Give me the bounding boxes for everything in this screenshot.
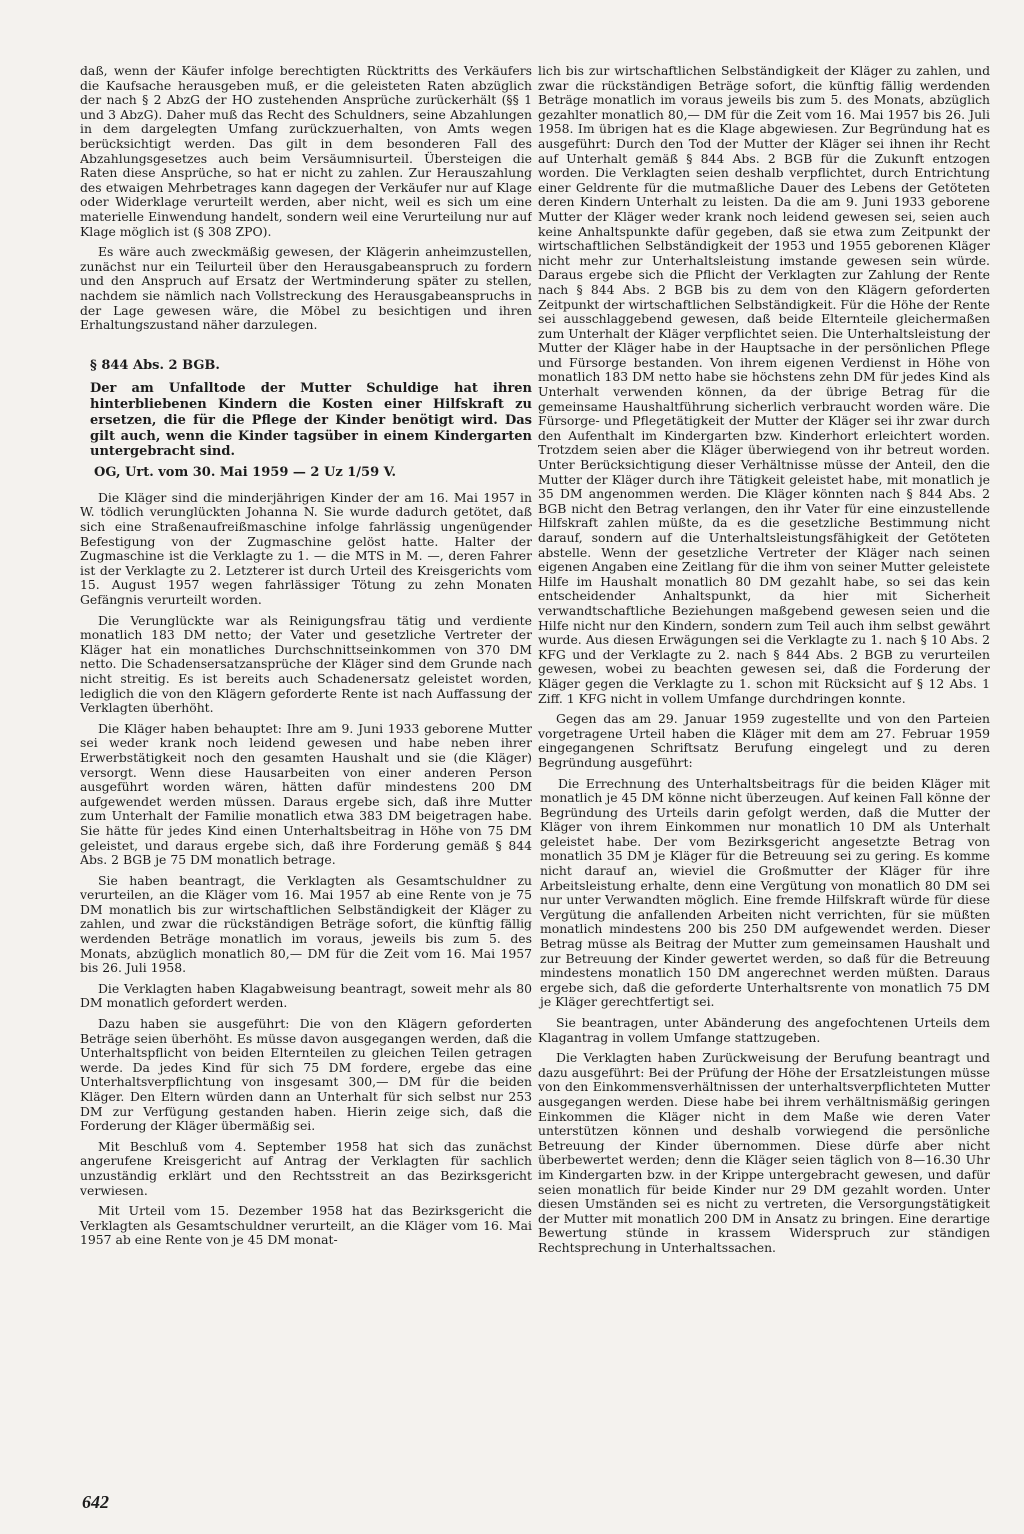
intro-paragraph: Es wäre auch zweckmäßig gewesen, der Klägerin anheimzustellen, zunächst nur ein Teilurteil über den Herausgabeanspruch zu fordern und den Anspruch auf Ersatz der Wertminderung später zu stellen, nachdem sie nämlich nach Vollstreckung des Herausgabeanspruchs in der Lage gewesen wäre, die Möbel zu besichtigen und ihren Erhaltungszustand näher darzulegen. xyxy=(80,244,532,333)
right-column xyxy=(538,64,990,1504)
citation: OG, Urt. vom 30. Mai 1959 — 2 Uz 1/59 V. xyxy=(94,465,396,481)
left-column xyxy=(80,64,532,1464)
body-paragraph: Die Verklagten haben Zurückweisung der Berufung beantragt und dazu ausgeführt: Bei der Prüfung der Höhe der Ersatzleistungen müsse von den Einkommensverhältnissen der unterhaltsverpflichteten Mutter ausgegangen werden. Diese habe bei ihrem verhältnismäßig geringen Einkommen die Kläger nicht in dem Maße wie deren Vater unterstützen können und deshalb vorwiegend die persönliche Betreuung der Kinder übernommen. Diese dürfe aber nicht überbewertet werden; denn die Kläger seien täglich von 8—16.30 Uhr im Kindergarten bzw. in der Krippe untergebracht gewesen, und dafür seien monatlich für beide Kinder nur 29 DM gezahlt worden. Unter diesen Umständen sei es nicht zu vertreten, die Versorgungstätigkeit der Mutter mit monatlich 200 DM in Ansatz zu bringen. Eine derartige Bewertung stünde in krassem Widerspruch zur ständigen Rechtsprechung in Unterhaltssachen. xyxy=(538,1050,990,1255)
body-paragraph: Gegen das am 29. Januar 1959 zugestellte und von den Parteien vorgetragene Urteil haben die Kläger mit dem am 27. Februar 1959 eingegangenen Schriftsatz Berufung eingelegt und zu deren Begründung ausgeführt: xyxy=(538,711,990,770)
section-heading: § 844 Abs. 2 BGB. xyxy=(90,357,220,373)
body-paragraph: Die Kläger sind die minderjährigen Kinder der am 16. Mai 1957 in W. tödlich verunglückten Johanna N. Sie wurde dadurch getötet, daß sich eine Straßenaufreißmaschine infolge fahrlässig ungenügender Befestigung von der Zugmaschine gelöst hatte. Halter der Zugmaschine ist die Verklagte zu 1. — die MTS in M. —, deren Fahrer ist der Verklagte zu 2. Letzterer ist durch Urteil des Kreisgerichts vom 15. August 1957 wegen fahrlässiger Tötung zu zehn Monaten Gefängnis verurteilt worden. xyxy=(80,489,532,608)
body-paragraph: Die Kläger haben behauptet: Ihre am 9. Juni 1933 geborene Mutter sei weder krank noch leidend gewesen und habe neben ihrer Erwerbstätigkeit noch den gesamten Haushalt und sie (die Kläger) versorgt. Wenn diese Hausarbeiten von einer anderen Person ausgeführt worden wären, hätten dafür mindestens 200 DM aufgewendet werden müssen. Daraus ergebe sich, daß ihre Mutter zum Unterhalt der Familie monatlich etwa 383 DM beigetragen habe. Sie hätte für jedes Kind einen Unterhaltsbeitrag in Höhe von 75 DM geleistet, und daraus ergebe sich, daß ihre Forderung gemäß § 844 Abs. 2 BGB je 75 DM monatlich betrage. xyxy=(80,720,532,868)
body-paragraph: Sie beantragen, unter Abänderung des angefochtenen Urteils dem Klagantrag in vollem Umfange stattzugeben. xyxy=(538,1015,990,1045)
body-paragraph: Sie haben beantragt, die Verklagten als Gesamtschuldner zu verurteilen, an die Kläger vom 16. Mai 1957 ab eine Rente von je 75 DM monatlich bis zur wirtschaftlichen Selbständigkeit der Kläger zu zahlen, und zwar die rückständigen Beträge sofort, die künftig fällig werdenden Beträge monatlich im voraus, jeweils bis zum 5. des Monats, abzüglich monatlich 80,— DM für die Zeit vom 16. Mai 1957 bis 26. Juli 1958. xyxy=(80,872,532,976)
body-paragraph: lich bis zur wirtschaftlichen Selbständigkeit der Kläger zu zahlen, und zwar die rückständigen Beträge sofort, die künftig fällig werdenden Beträge monatlich im voraus jeweils bis zum 5. des Monats, abzüglich gezahlter monatlich 80,— DM für die Zeit vom 16. Mai 1957 bis 26. Juli 1958. Im übrigen hat es die Klage abgewiesen. Zur Begründung hat es ausgeführt: Durch den Tod der Mutter der Kläger sei ihnen ihr Recht auf Unterhalt gemäß § 844 Abs. 2 BGB für die Zukunft entzogen worden. Die Verklagten seien deshalb verpflichtet, durch Entrichtung einer Geldrente für die mutmaßliche Dauer des Lebens der Getöteten deren Kindern Unterhalt zu leisten. Da die am 9. Juni 1933 geborene Mutter der Kläger weder krank noch leidend gewesen sei, seien auch keine Anhaltspunkte dafür gegeben, daß sie etwa zum Zeitpunkt der wirtschaftlichen Selbständigkeit der 1953 und 1955 geborenen Kläger nicht mehr zur Unterhaltsleistung imstande gewesen sein würde. Daraus ergebe sich die Pflicht der Verklagten zur Zahlung der Rente nach § 844 Abs. 2 BGB bis zu dem von den Klägern geforderten Zeitpunkt der wirtschaftlichen Selbständigkeit. Für die Höhe der Rente sei ausschlaggebend gewesen, daß beide Elternteile gleichermaßen zum Unterhalt der Kläger verpflichtet seien. Die Unterhaltsleistung der Mutter der Kläger habe in der Hauptsache in der persönlichen Pflege und Fürsorge bestanden. Von ihrem eigenen Verdienst in Höhe von monatlich 183 DM netto habe sie höchstens zehn DM für jedes Kind als Unterhalt verwenden können, da der übrige Betrag für die gemeinsame Haushaltführung sicherlich verbraucht worden wäre. Die Fürsorge- und Pflegetätigkeit der Mutter der Kläger sei ihr zwar durch den Aufenthalt im Kindergarten bzw. Kinderhort erleichtert worden. Trotzdem seien aber die Kläger überwiegend von ihr betreut worden. Unter Berücksichtigung dieser Verhältnisse müsse der Anteil, den die Mutter der Kläger durch ihre Tätigkeit geleistet habe, mit monatlich je 35 DM angenommen werden. Die Kläger könnten nach § 844 Abs. 2 BGB nicht den Betrag verlangen, den ihr Vater für eine einzustellende Hilfskraft zahlen müßte, da es die gesetzliche Bestimmung nicht darauf, sondern auf die Unterhaltsleistungsfähigkeit der Getöteten abstelle. Wenn der gesetzliche Vertreter der Kläger nach seinen eigenen Angaben eine Zeitlang für die ihm von seiner Mutter geleistete Hilfe im Haushalt monatlich 80 DM gezahlt habe, so sei das kein entscheidender Anhaltspunkt, da hier mit Sicherheit verwandtschaftliche Beziehungen maßgebend gewesen seien und die Hilfe nicht nur den Kindern, sondern zum Teil auch ihm selbst gewährt wurde. Aus diesen Erwägungen sei die Verklagte zu 1. nach § 10 Abs. 2 KFG und der Verklagte zu 2. nach § 844 Abs. 2 BGB zu verurteilen gewesen, wobei zu beachten gewesen sei, daß die Forderung der Kläger gegen die Verklagte zu 1. schon mit Rücksicht auf § 12 Abs. 1 Ziff. 1 KFG nicht in vollem Umfange durchdringen konnte. xyxy=(538,64,990,706)
body-paragraph: Die Verunglückte war als Reinigungsfrau tätig und verdiente monatlich 183 DM netto; der Vater und gesetzliche Vertreter der Kläger hat ein monatliches Durchschnittseinkommen von 370 DM netto. Die Schadensersatzansprüche der Kläger sind dem Grunde nach nicht streitig. Es ist bereits auch Schadenersatz geleistet worden, lediglich die von den Klägern geforderte Rente ist nach Auffassung der Verklagten überhöht. xyxy=(80,612,532,716)
body-paragraph: Dazu haben sie ausgeführt: Die von den Klägern geforderten Beträge seien überhöht. Es müsse davon ausgegangen werden, daß die Unterhaltspflicht von beiden Elternteilen zu gleichen Teilen getragen werde. Da jedes Kind für sich 75 DM fordere, ergebe das eine Unterhaltsverpflichtung von insgesamt 300,— DM für die beiden Kläger. Den Eltern würden dann an Unterhalt für sich selbst nur 253 DM zur Verfügung gestanden haben. Hierin zeige sich, daß die Forderung der Kläger übermäßig sei. xyxy=(80,1016,532,1134)
intro-paragraph: daß, wenn der Käufer infolge berechtigten Rücktritts des Verkäufers die Kaufsache herausgeben muß, er die geleisteten Raten abzüglich der nach § 2 AbzG der HO zustehenden Ansprüche zurückerhält (§§ 1 und 3 AbzG). Daher muß das Recht des Schuldners, seine Abzahlungen in dem dargelegten Umfang zurückzuerhalten, von Amts wegen berücksichtigt werden. Das gilt in dem besonderen Fall des Abzahlungsgesetzes auch beim Versäumnisurteil. Übersteigen die Raten diese Ansprüche, so hat er nicht zu zahlen. Zur Herauszahlung des etwaigen Mehrbetrages kann dagegen der Verkäufer nur auf Klage oder Widerklage verurteilt werden, aber nicht, weil es sich um eine materielle Einwendung handelt, sondern weil eine Verurteilung nur auf Klage möglich ist (§ 308 ZPO). xyxy=(80,64,532,239)
body-paragraph: Mit Urteil vom 15. Dezember 1958 hat das Bezirksgericht die Verklagten als Gesamtschuldner verurteilt, an die Kläger vom 16. Mai 1957 ab eine Rente von je 45 DM monat- xyxy=(80,1203,532,1248)
headnote: Der am Unfalltode der Mutter Schuldige hat ihren hinterbliebenen Kindern die Kosten einer Hilfskraft zu ersetzen, die für die Pflege der Kinder benötigt wird. Das gilt auch, wenn die Kinder tagsüber in einem Kindergarten untergebracht sind. xyxy=(90,381,532,460)
body-paragraph: Mit Beschluß vom 4. September 1958 hat sich das zunächst angerufene Kreisgericht auf Antrag der Verklagten für sachlich unzuständig erklärt und den Rechtsstreit an das Bezirksgericht verwiesen. xyxy=(80,1138,532,1198)
body-paragraph: Die Verklagten haben Klagabweisung beantragt, soweit mehr als 80 DM monatlich gefordert werden. xyxy=(80,980,532,1011)
page-number: 642 xyxy=(82,1492,109,1512)
quoted-paragraph: Die Errechnung des Unterhaltsbeitrags für die beiden Kläger mit monatlich je 45 DM könne nicht überzeugen. Auf keinen Fall könne der Begründung des Urteils darin gefolgt werden, daß die Mutter der Kläger von ihrem Einkommen nur monatlich 10 DM als Unterhalt geleistet habe. Der vom Bezirksgericht angesetzte Betrag von monatlich 35 DM je Kläger für die Betreuung sei zu gering. Es komme nicht darauf an, wieviel die Großmutter der Kläger für ihre Arbeitsleistung erhalte, denn eine Vergütung von monatlich 80 DM sei nur unter Verwandten möglich. Eine fremde Hilfskraft würde für diese Vergütung die anfallenden Arbeiten nicht verrichten, für sie müßten monatlich mindestens 200 bis 250 DM aufgewendet werden. Dieser Betrag müsse als Beitrag der Mutter zum gemeinsamen Haushalt und zur Betreuung der Kinder gewertet werden, so daß für die Betreuung mindestens monatlich 150 DM angerechnet werden müßten. Daraus ergebe sich, daß die geforderte Unterhaltsrente von monatlich 75 DM je Kläger gerechtfertigt sei. xyxy=(540,775,990,1010)
